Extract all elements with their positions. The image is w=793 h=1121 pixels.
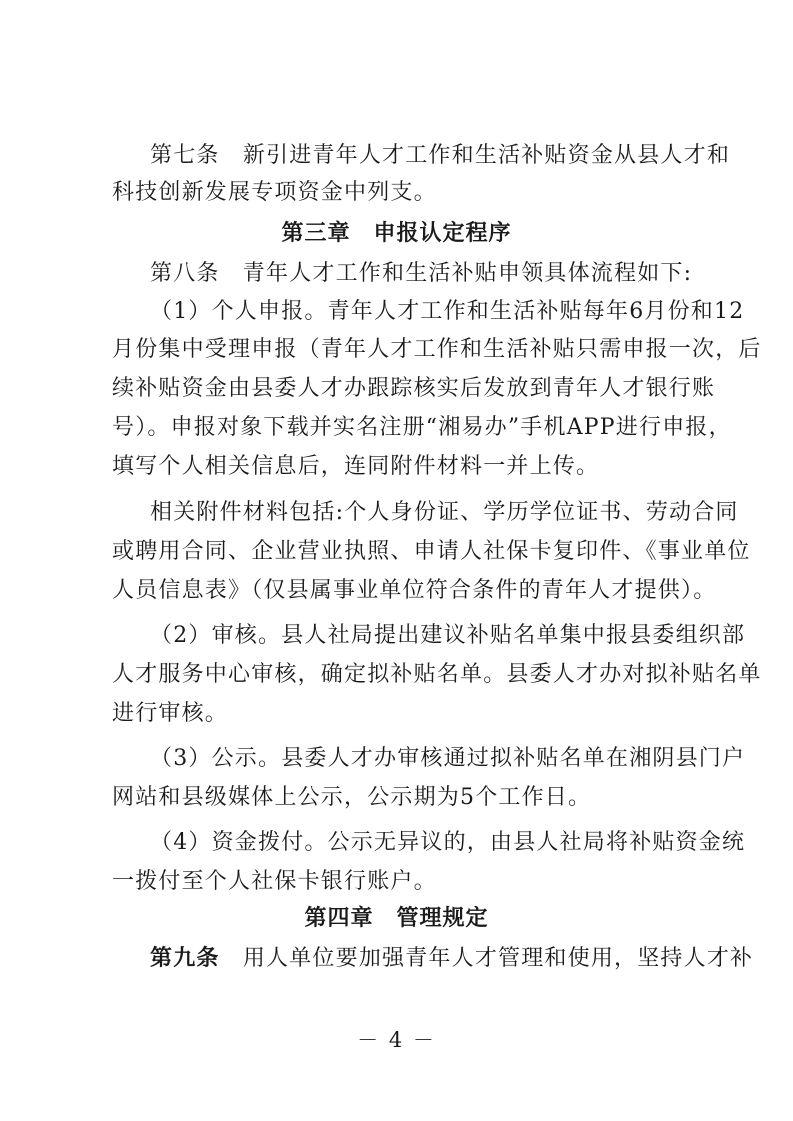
step-3-line-2: 网站和县级媒体上公示，公示期为5个工作日。: [112, 785, 592, 810]
step-2-line-3: 进行审核。: [112, 701, 229, 726]
attachments-line-1: 相关附件材料包括:个人身份证、学历学位证书、劳动合同: [150, 500, 739, 525]
step-2-line-1: （2）审核。县人社局提出建议补贴名单集中报县委组织部: [150, 623, 746, 648]
page-number: － 4 －: [357, 1028, 436, 1052]
step-1-line-4: 号）。申报对象下载并实名注册“湘易办”手机APP进行申报，: [112, 415, 732, 440]
article-9-text: 用人单位要加强青年人才管理和使用，坚持人才补: [242, 946, 754, 971]
step-3-line-1: （3）公示。县委人才办审核通过拟补贴名单在湘阴县门户: [150, 746, 746, 771]
article-7-lead: 第七条: [150, 143, 220, 168]
step-1-line-5: 填写个人相关信息后，连同附件材料一并上传。: [112, 454, 600, 479]
step-1-line-3: 续补贴资金由县委人才办跟踪核实后发放到青年人才银行账: [112, 376, 716, 401]
attachments-line-2: 或聘用合同、企业营业执照、申请人社保卡复印件、《事业单位: [112, 539, 751, 564]
step-1-line-1: （1）个人申报。青年人才工作和生活补贴每年6月份和12: [150, 299, 745, 324]
attachments-line-3: 人员信息表》（仅县属事业单位符合条件的青年人才提供）。: [112, 578, 717, 603]
step-2-line-2: 人才服务中心审核，确定拟补贴名单。县委人才办对拟补贴名单: [112, 662, 762, 687]
article-8-line-1: 第八条 青年人才工作和生活补贴申领具体流程如下:: [150, 261, 693, 286]
step-4-line-1: （4）资金拨付。公示无异议的，由县人社局将补贴资金统: [150, 830, 746, 855]
article-7-line-1: [150, 141, 731, 171]
article-9-lead: 第九条: [150, 946, 220, 971]
step-1-line-2: 月份集中受理申报（青年人才工作和生活补贴只需申报一次，后: [112, 337, 762, 362]
article-9-line-1: [150, 944, 754, 974]
chapter-3-heading: 第三章 申报认定程序: [281, 221, 512, 246]
article-7-line-2: 科技创新发展专项资金中列支。: [112, 180, 437, 205]
step-4-line-2: 一拨付至个人社保卡银行账户。: [112, 869, 437, 894]
chapter-4-heading: 第四章 管理规定: [304, 906, 489, 931]
article-7-text: 新引进青年人才工作和生活补贴资金从县人才和: [242, 143, 731, 168]
